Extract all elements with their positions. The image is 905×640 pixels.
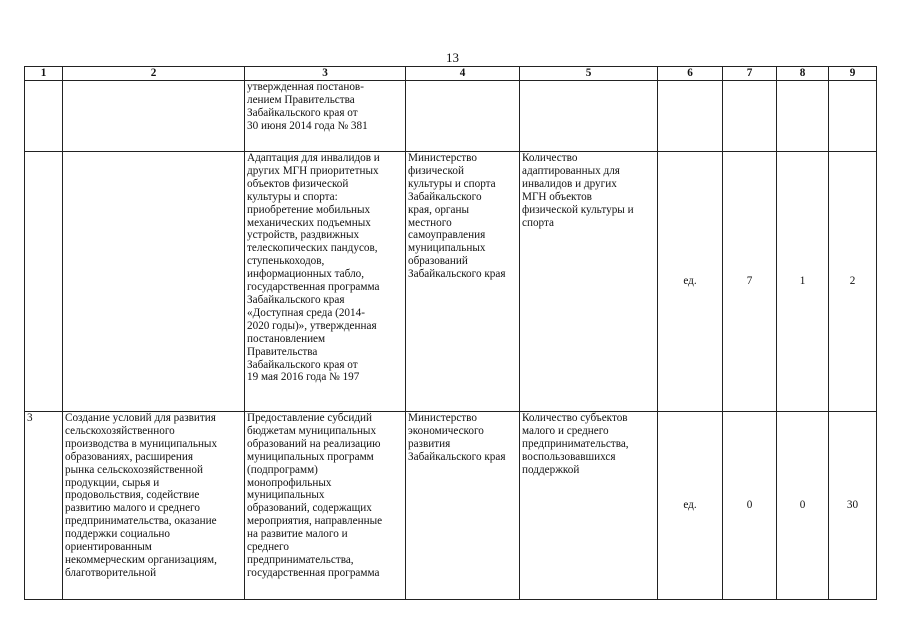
column-header-6: 6 bbox=[658, 67, 723, 81]
column-header-2: 2 bbox=[63, 67, 245, 81]
column-header-3: 3 bbox=[245, 67, 406, 81]
indicator-table bbox=[24, 66, 877, 600]
value-cell-9: 2 bbox=[829, 152, 877, 412]
table-row bbox=[25, 152, 877, 412]
column-header-1: 1 bbox=[25, 67, 63, 81]
value-cell-7: 7 bbox=[723, 152, 777, 412]
value-cell-8: 1 bbox=[777, 152, 829, 412]
task-cell bbox=[63, 81, 245, 152]
task-cell: Создание условий для развития сельскохозяйственного производства в муниципальных образованиях, расширения рынка сельскохозяйственной продукции, сырья и продовольствия, содействие развитию малого и среднего предпринимательства, оказание поддержки социально ориентированным некоммерческим организациям, благотворительной bbox=[63, 412, 245, 600]
value-cell-9 bbox=[829, 81, 877, 152]
executor-cell: Министерство физической культуры и спорта Забайкальского края, органы местного самоуправления муниципальных образований Забайкальского края bbox=[406, 152, 520, 412]
column-header-8: 8 bbox=[777, 67, 829, 81]
value-cell-9: 30 bbox=[829, 412, 877, 600]
measure-cell: Предоставление субсидий бюджетам муниципальных образований на реализацию муниципальных программ (подпрограмм) монопрофильных муниципальных образований, содержащих мероприятия, направленные на развитие малого и среднего предпринимательства, государственная программа bbox=[245, 412, 406, 600]
page-number: 13 bbox=[446, 50, 459, 65]
executor-cell bbox=[406, 81, 520, 152]
unit-cell bbox=[658, 81, 723, 152]
value-cell-7 bbox=[723, 81, 777, 152]
table-row bbox=[25, 81, 877, 152]
row-number-cell bbox=[25, 152, 63, 412]
column-header-7: 7 bbox=[723, 67, 777, 81]
measure-cell: утвержденная постанов- лением Правительства Забайкальского края от 30 июня 2014 года № 381 bbox=[245, 81, 406, 152]
row-number-cell: 3 bbox=[25, 412, 63, 600]
column-header-5: 5 bbox=[520, 67, 658, 81]
indicator-cell: Количество субъектов малого и среднего предпринимательства, воспользовавшихся поддержкой bbox=[520, 412, 658, 600]
indicator-cell: Количество адаптированных для инвалидов и других МГН объектов физической культуры и спорта bbox=[520, 152, 658, 412]
row-number-cell bbox=[25, 81, 63, 152]
column-header-9: 9 bbox=[829, 67, 877, 81]
measure-cell: Адаптация для инвалидов и других МГН приоритетных объектов физической культуры и спорта: приобретение мобильных механических подъемных устройств, раздвижных телескопических пандусов, ступенькоходов, информационных табло, государственная программа Забайкальского края «Доступная среда (2014- 2020 годы)», утвержденная постановлением Правительства Забайкальского края от 19 мая 2016 года № 197 bbox=[245, 152, 406, 412]
executor-cell: Министерство экономического развития Забайкальского края bbox=[406, 412, 520, 600]
unit-cell: ед. bbox=[658, 152, 723, 412]
value-cell-7: 0 bbox=[723, 412, 777, 600]
unit-cell: ед. bbox=[658, 412, 723, 600]
column-header-4: 4 bbox=[406, 67, 520, 81]
value-cell-8 bbox=[777, 81, 829, 152]
value-cell-8: 0 bbox=[777, 412, 829, 600]
indicator-cell bbox=[520, 81, 658, 152]
table-row bbox=[25, 412, 877, 600]
header-row bbox=[25, 67, 877, 81]
task-cell bbox=[63, 152, 245, 412]
